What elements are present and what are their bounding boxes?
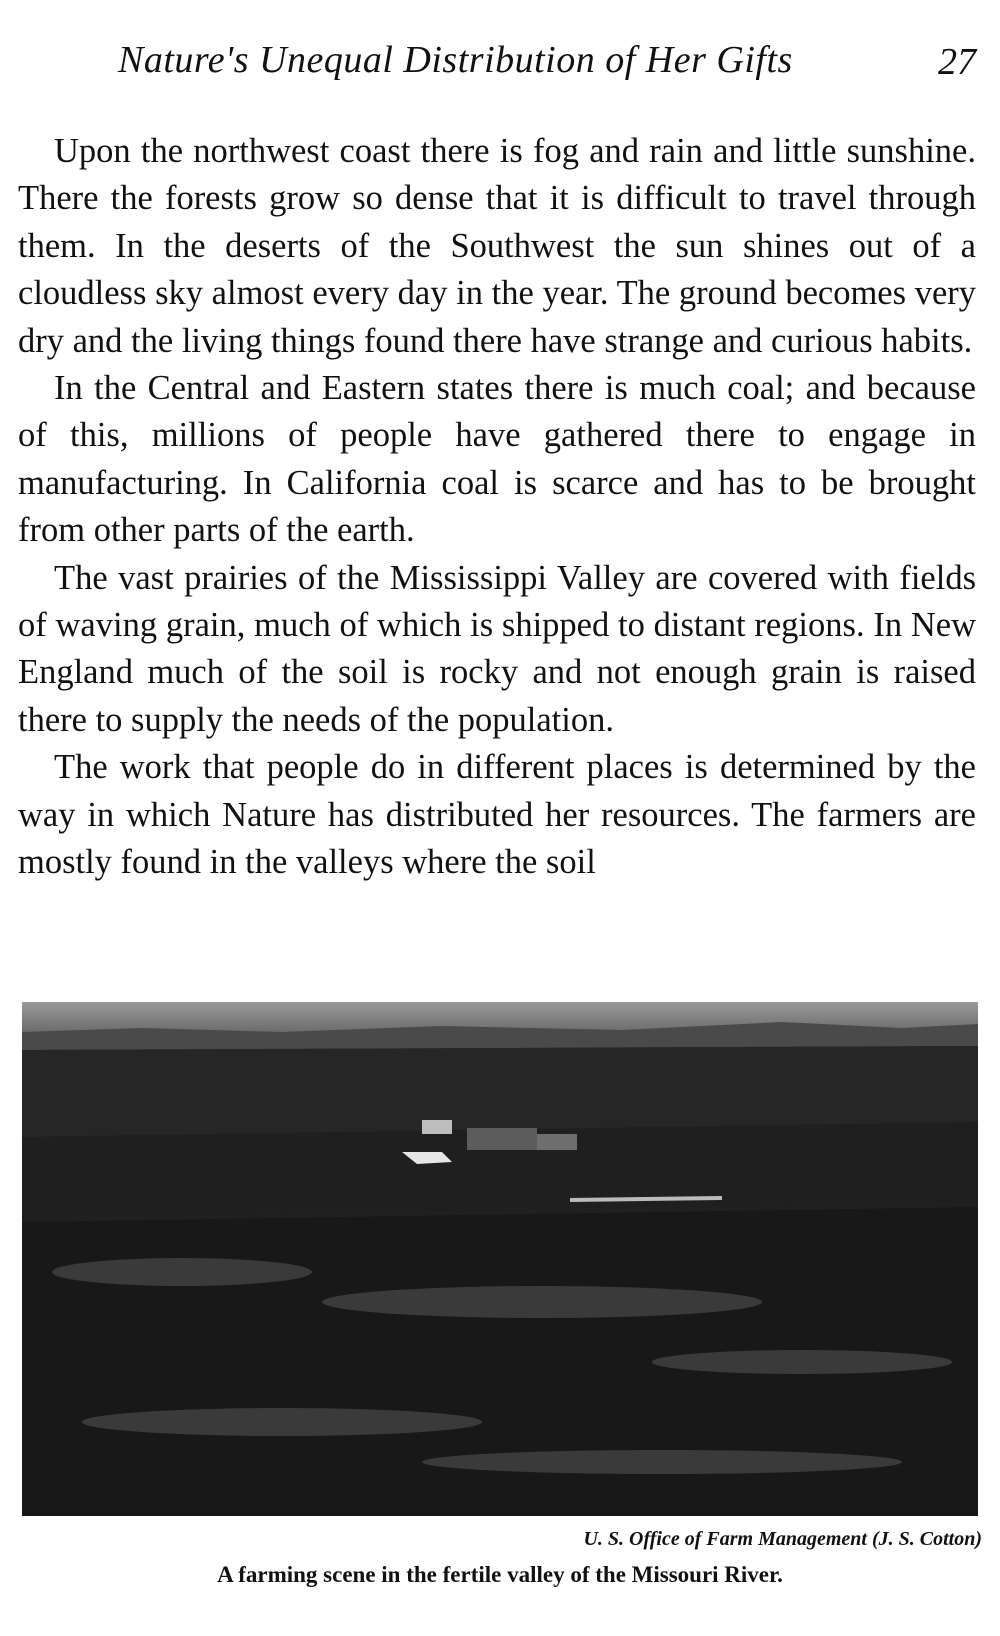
figure-caption: A farming scene in the fertile valley of the Missouri River. [217, 1562, 783, 1587]
farm-valley-photograph [22, 1002, 978, 1516]
paragraph: Upon the northwest coast there is fog and rain and little sunshine. There the forests grow so dense that it is difficult to travel through them. In the deserts of the Southwest the sun shines out of a cloudless sky almost every day in the year. The ground becomes very dry and the living things found there have strange and curious habits. [18, 132, 976, 360]
paragraph: The work that people do in different places is determined by the way in which Nature has distributed her resources. The farmers are mostly found in the valleys where the soil [18, 748, 976, 882]
running-title: Nature's Unequal Distribution of Her Gifts [118, 39, 793, 81]
photo-credit: U. S. Office of Farm Management (J. S. Cotton) [583, 1528, 982, 1550]
page-number: 27 [938, 41, 976, 83]
photo-illustration [22, 1002, 978, 1516]
paragraph: The vast prairies of the Mississippi Valley are covered with fields of waving grain, much of which is shipped to distant regions. In New England much of the soil is rocky and not enough grain is raised there to supply the needs of the population. [18, 558, 976, 739]
body-text [18, 128, 976, 887]
page-header [118, 38, 976, 88]
paragraph: In the Central and Eastern states there is much coal; and because of this, millions of people have gathered there to engage in manufacturing. In California coal is scarce and has to be brought from other parts of the earth. [18, 369, 976, 550]
